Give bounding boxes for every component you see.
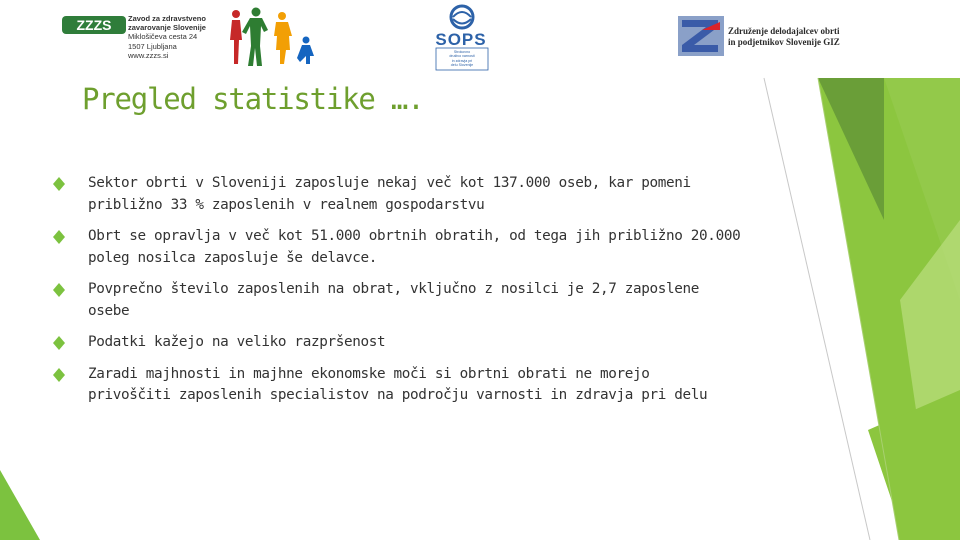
bullet-list (50, 173, 750, 417)
bullet-item (50, 332, 750, 354)
zzzs-logo-mark (62, 14, 126, 36)
sops-sub-line: delu Slovenije (450, 63, 474, 68)
svg-text:ZZZS: ZZZS (76, 17, 112, 33)
giz-line: in podjetnikov Slovenije GIZ (728, 37, 840, 47)
bullet-text-line: Zaradi majhnosti in majhne ekonomske moči si obrtni obrati ne morejo (88, 365, 650, 382)
giz-name (728, 26, 840, 48)
zzzs-line: www.zzzs.si (128, 50, 169, 60)
family-figures-icon (222, 6, 318, 68)
bullet-text-line: Sektor obrti v Sloveniji zaposluje nekaj več kot 137.000 oseb, kar pomeni (88, 175, 691, 191)
giz-logo-mark (678, 16, 724, 56)
sops-sub-line: društvo varnosti (449, 54, 475, 59)
bullet-item (50, 173, 750, 216)
diamond-bullet-icon (53, 230, 65, 244)
bullet-item (50, 364, 750, 407)
zzzs-line: Zavod za zdravstveno (128, 14, 206, 23)
sops-wordmark: SOPS (435, 30, 487, 49)
giz-line: Združenje delodajalcev obrti (728, 26, 840, 36)
bullet-text-line: osebe (88, 302, 130, 319)
bullet-text-line: Podatki kažejo na veliko razpršenost (88, 334, 386, 350)
bullet-text-line: poleg nosilca zaposluje še delavce. (88, 249, 378, 266)
diamond-bullet-icon (53, 177, 65, 191)
diamond-bullet-icon (53, 283, 65, 297)
sops-sub-line: in zdravja pri (451, 58, 473, 63)
zzzs-line: zavarovanje Slovenije (128, 23, 206, 33)
bullet-text-line: Obrt se opravlja v več kot 51.000 obrtnih obratih, od tega jih približno 20.000 (88, 228, 741, 244)
zzzs-line: 1507 Ljubljana (128, 41, 177, 51)
bullet-text-line: Povprečno število zaposlenih na obrat, vključno z nosilci je 2,7 zaposlene (88, 281, 700, 297)
slide-title: Pregled statistike …. (82, 82, 424, 116)
bullet-text-line: privoščiti zaposlenih specialistov na področju varnosti in zdravja pri delu (88, 387, 708, 403)
zzzs-address (128, 14, 206, 60)
sops-sub-line: Strokovno (453, 50, 471, 54)
bullet-item (50, 279, 750, 322)
bullet-item (50, 226, 750, 269)
diamond-bullet-icon (53, 368, 65, 382)
bullet-text-line: približno 33 % zaposlenih v realnem gospodarstvu (88, 196, 485, 213)
sops-subtitle (436, 50, 488, 68)
diamond-bullet-icon (53, 336, 65, 350)
zzzs-line: Miklošičeva cesta 24 (128, 32, 198, 42)
bottom-left-green-corner (0, 470, 40, 540)
